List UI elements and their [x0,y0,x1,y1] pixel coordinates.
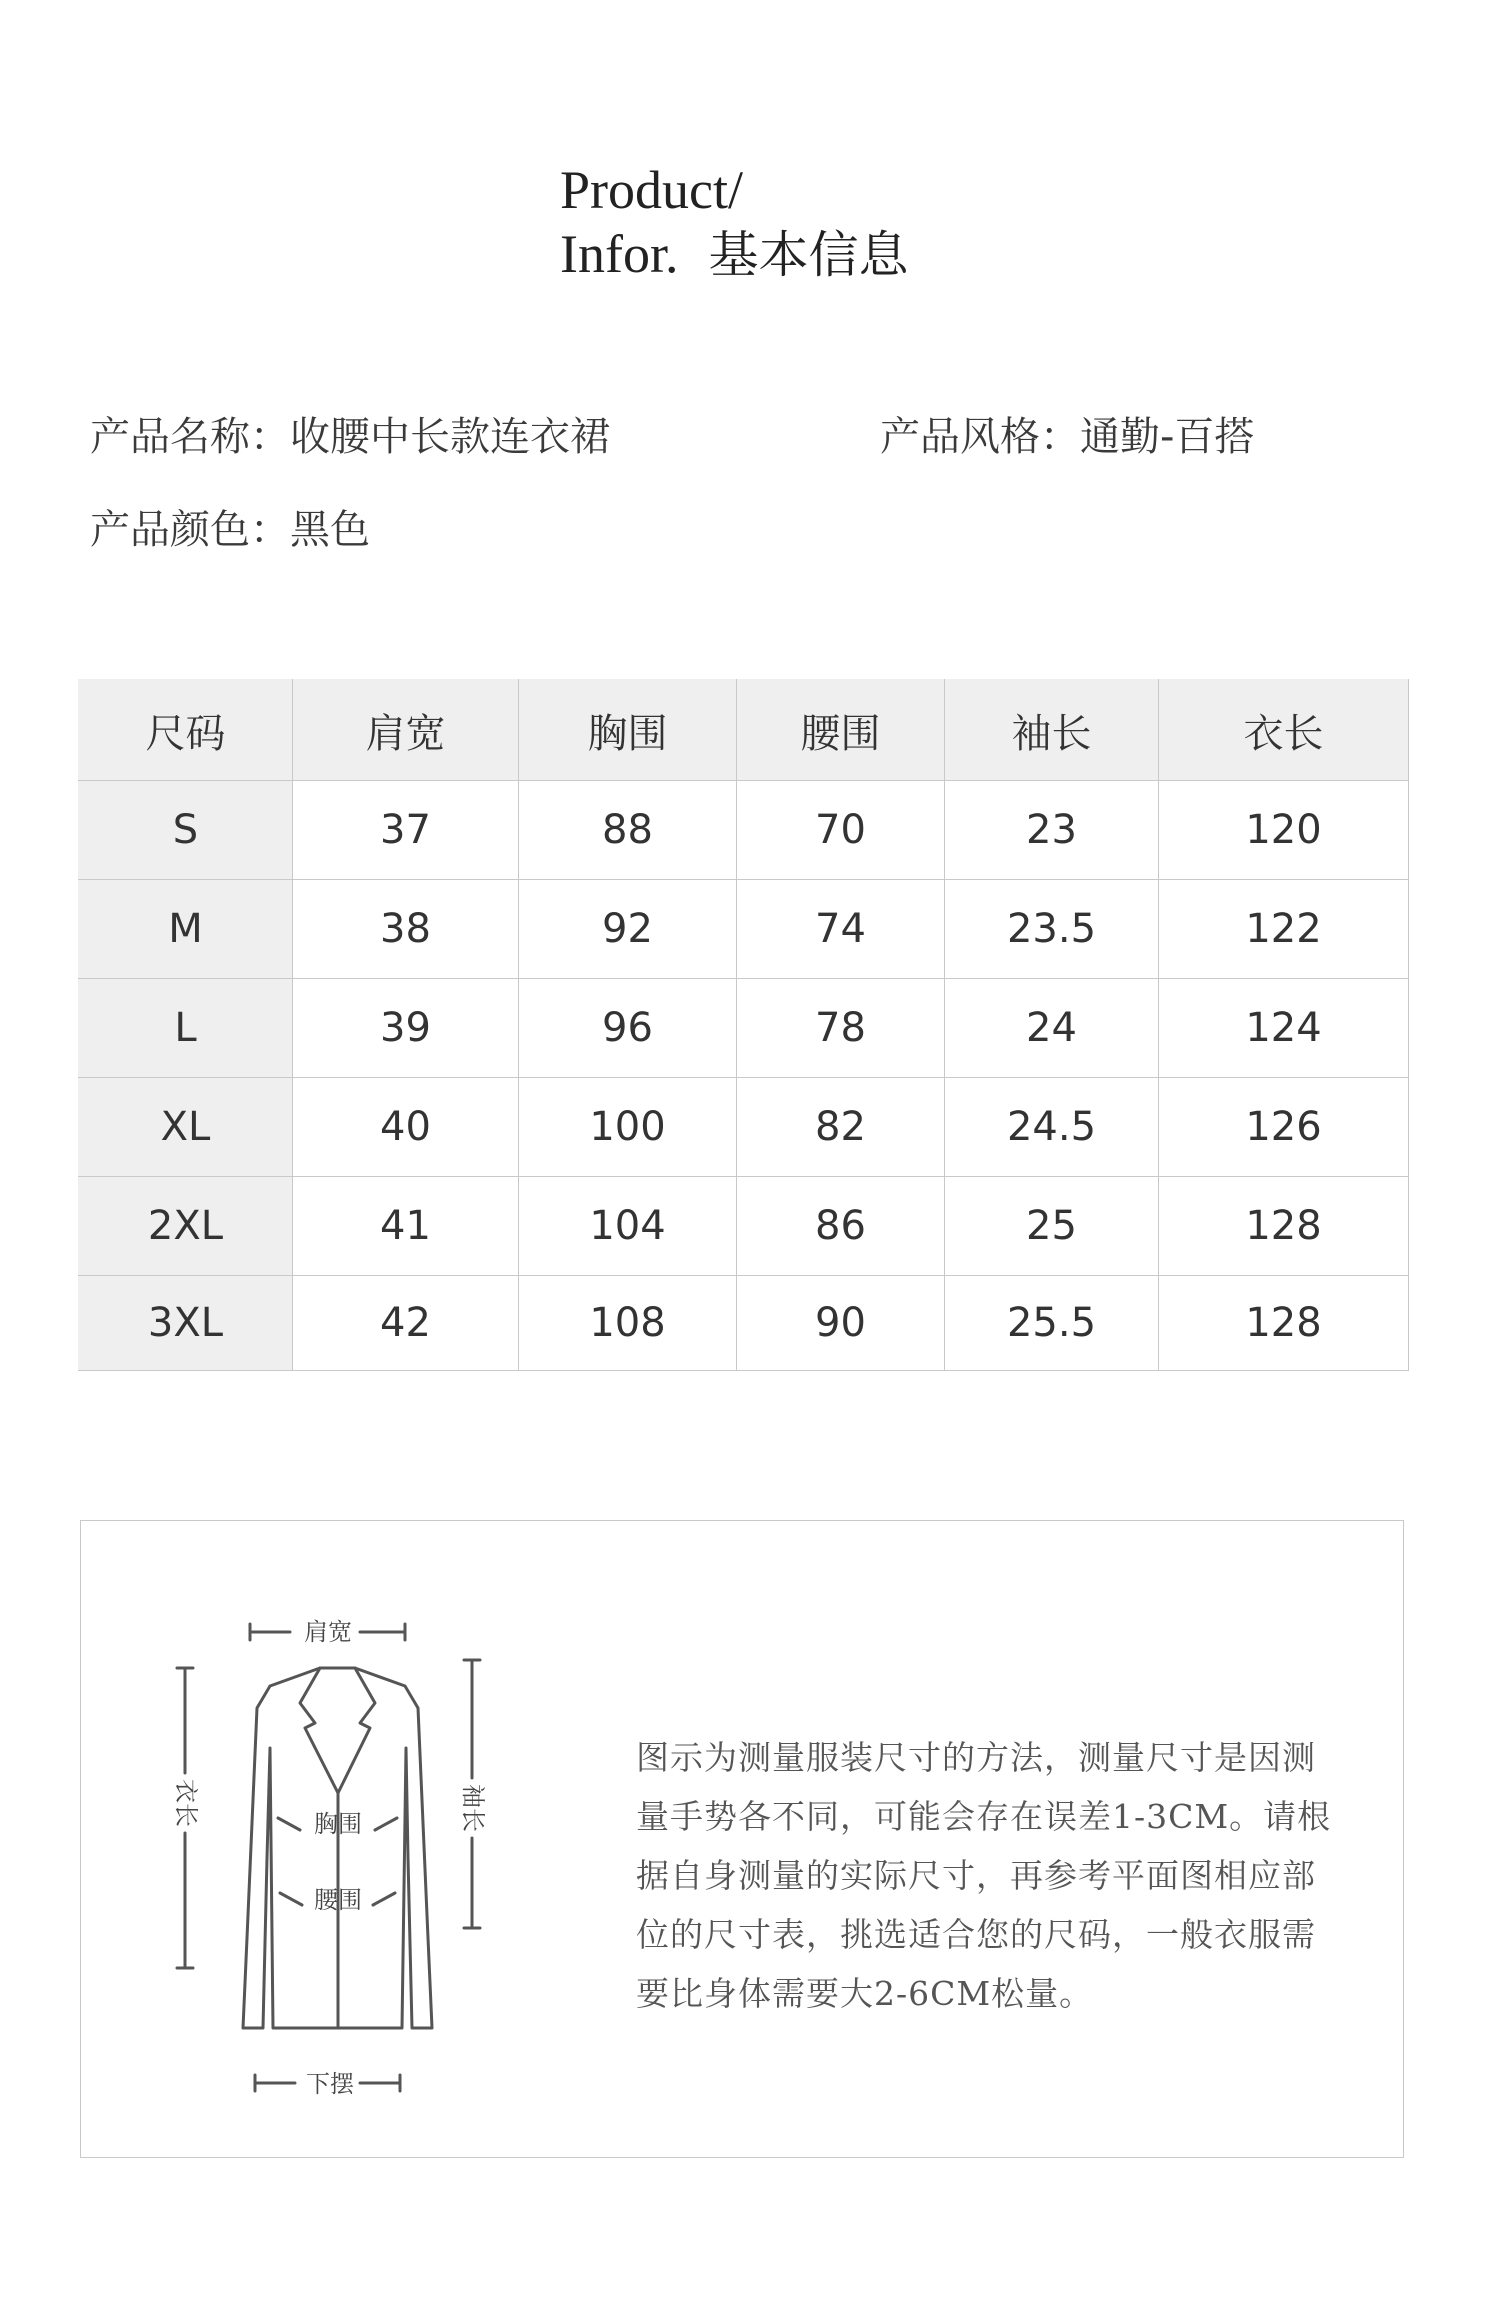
table-row [79,1078,1409,1177]
cell-length: 120 [1159,781,1409,880]
cell-length: 128 [1159,1177,1409,1276]
product-style-value: 通勤-百搭 [1080,414,1255,460]
label-hem: 下摆 [306,2070,354,2098]
product-color-label: 产品颜色： [90,507,290,553]
cell-length: 122 [1159,880,1409,979]
cell-waist: 78 [737,979,945,1078]
cell-chest: 96 [519,979,737,1078]
header-shoulder: 肩宽 [293,680,519,781]
coat-measurement-diagram [150,1608,510,2108]
cell-length: 126 [1159,1078,1409,1177]
cell-size: L [79,979,293,1078]
cell-sleeve: 24 [945,979,1159,1078]
cell-shoulder: 37 [293,781,519,880]
header-waist: 腰围 [737,680,945,781]
cell-sleeve: 24.5 [945,1078,1159,1177]
table-row [79,781,1409,880]
cell-sleeve: 23 [945,781,1159,880]
cell-shoulder: 41 [293,1177,519,1276]
title-line-1: Product/ [560,160,743,220]
label-length: 衣长 [172,1779,200,1827]
header-sleeve: 袖长 [945,680,1159,781]
label-sleeve: 袖长 [459,1784,487,1832]
header-size: 尺码 [79,680,293,781]
cell-size: 2XL [79,1177,293,1276]
title-cn-text: 基本信息 [708,226,909,284]
product-name [90,405,610,462]
section-title [560,158,908,287]
cell-waist: 74 [737,880,945,979]
title-en: Infor. [560,224,679,284]
cell-chest: 88 [519,781,737,880]
cell-sleeve: 25.5 [945,1276,1159,1371]
label-waist: 腰围 [314,1886,362,1914]
product-style-label: 产品风格： [880,414,1080,460]
cell-size: XL [79,1078,293,1177]
product-name-value: 收腰中长款连衣裙 [290,414,610,460]
cell-chest: 104 [519,1177,737,1276]
title-cn [708,223,908,287]
size-table [78,679,1409,1371]
cell-size: M [79,880,293,979]
label-chest: 胸围 [314,1810,362,1838]
cell-size: 3XL [79,1276,293,1371]
cell-length: 128 [1159,1276,1409,1371]
header-length: 衣长 [1159,680,1409,781]
cell-shoulder: 39 [293,979,519,1078]
measurement-note: 图示为测量服装尺寸的方法，测量尺寸是因测量手势各不同，可能会存在误差1-3CM。请根据自身测量的实际尺寸，再参考平面图相应部位的尺寸表，挑选适合您的尺码，一般衣服需要比身体需要大2-6CM松量。 [636,1738,1332,2013]
cell-size: S [79,781,293,880]
cell-waist: 70 [737,781,945,880]
product-color [90,498,370,555]
product-style [880,405,1254,462]
title-line-2 [560,222,908,287]
cell-length: 124 [1159,979,1409,1078]
cell-waist: 90 [737,1276,945,1371]
header-chest: 胸围 [519,680,737,781]
cell-shoulder: 42 [293,1276,519,1371]
product-color-value: 黑色 [290,507,370,553]
cell-shoulder: 38 [293,880,519,979]
cell-waist: 82 [737,1078,945,1177]
table-row [79,1276,1409,1371]
table-row [79,979,1409,1078]
table-header-row [79,680,1409,781]
cell-chest: 92 [519,880,737,979]
cell-sleeve: 25 [945,1177,1159,1276]
product-name-label: 产品名称： [90,414,290,460]
label-shoulder: 肩宽 [304,1618,352,1646]
cell-sleeve: 23.5 [945,880,1159,979]
table-row [79,880,1409,979]
cell-waist: 86 [737,1177,945,1276]
cell-shoulder: 40 [293,1078,519,1177]
cell-chest: 108 [519,1276,737,1371]
cell-chest: 100 [519,1078,737,1177]
table-row [79,1177,1409,1276]
